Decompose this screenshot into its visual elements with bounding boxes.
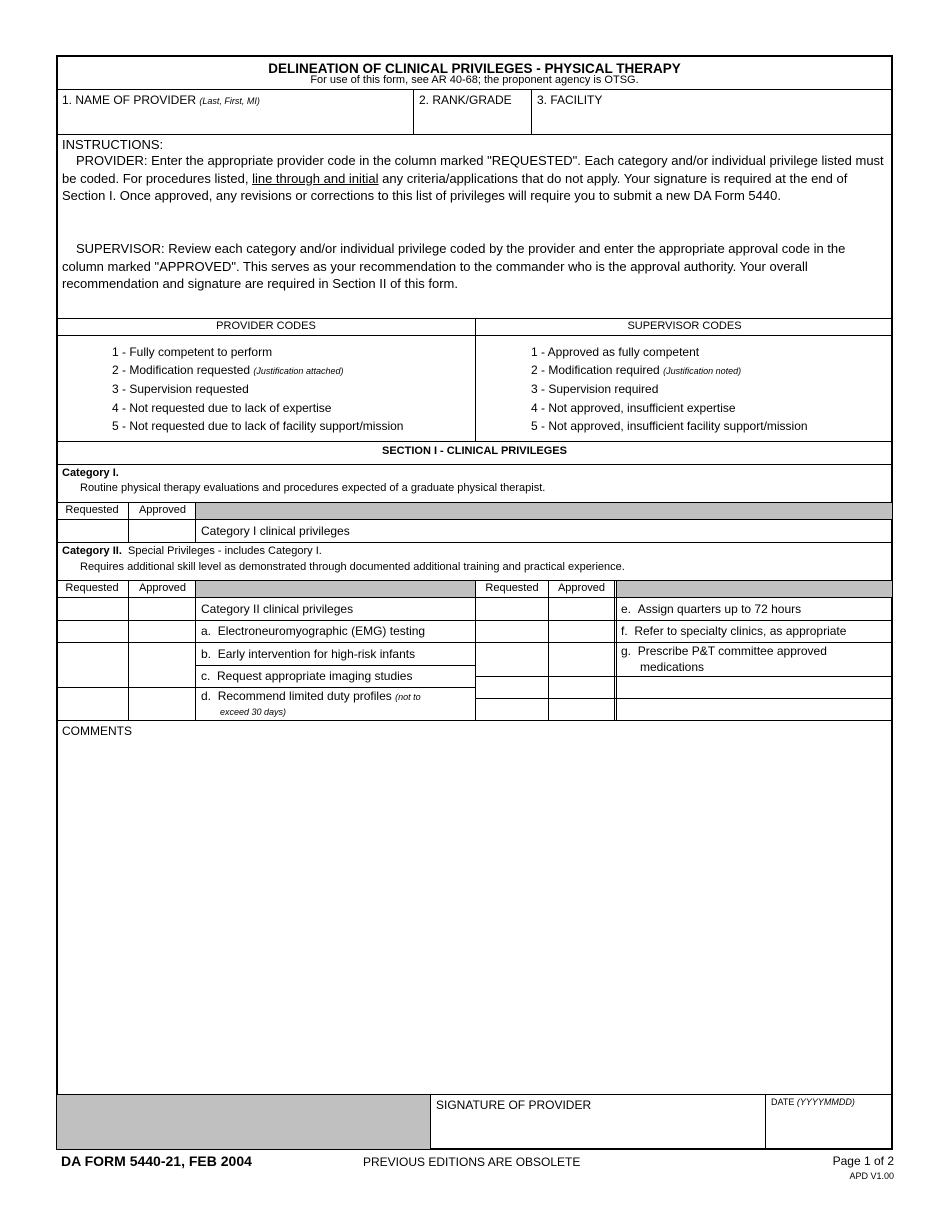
privilege-g-line2: medications — [640, 660, 705, 674]
privilege-f: f. Refer to specialty clinics, as appropriate — [621, 624, 847, 638]
privilege-d: d. Recommend limited duty profiles (not to — [201, 689, 421, 703]
category-2-description: Requires additional skill level as demonstrated through documented additional training and practical experience. — [80, 561, 625, 573]
privilege-d-approved-input[interactable] — [130, 689, 193, 718]
requested-header: Requested — [65, 582, 119, 594]
approved-header: Approved — [138, 582, 187, 594]
date-label: DATE (YYYYMMDD) — [771, 1097, 855, 1107]
privilege-d-requested-input[interactable] — [58, 689, 126, 718]
privilege-f-requested-input[interactable] — [478, 622, 546, 640]
divider — [56, 89, 893, 90]
facility-field[interactable] — [533, 108, 889, 132]
gray-band — [196, 581, 475, 597]
cat2-row-label: Category II clinical privileges — [201, 602, 354, 616]
version-label: APD V1.00 — [849, 1171, 894, 1181]
privilege-e-approved-input[interactable] — [550, 599, 612, 618]
supervisor-instructions: SUPERVISOR: Review each category and/or individual privilege coded by the provider and enter the appropriate approval code in the column marked "APPROVED". This serves as your recommendation to the commander who is the approval authority. Your overall recommendation and signature are required in Section II of this form. — [62, 241, 846, 292]
privilege-f-approved-input[interactable] — [550, 622, 612, 640]
gray-band — [196, 503, 892, 519]
obsolete-notice: PREVIOUS EDITIONS ARE OBSOLETE — [363, 1155, 581, 1169]
cat2-requested-input[interactable] — [58, 599, 126, 618]
approved-header: Approved — [557, 582, 606, 594]
facility-label: 3. FACILITY — [537, 93, 603, 107]
gray-band — [616, 581, 892, 597]
supervisor-code-4: 4 - Not approved, insufficient expertise — [531, 401, 736, 415]
supervisor-code-2: 2 - Modification required (Justification noted) — [531, 363, 742, 377]
supervisor-code-1: 1 - Approved as fully competent — [531, 345, 700, 359]
supervisor-code-5: 5 - Not approved, insufficient facility support/mission — [531, 419, 808, 433]
section-1-heading: SECTION I - CLINICAL PRIVILEGES — [382, 445, 567, 457]
page-number: Page 1 of 2 — [832, 1154, 894, 1168]
signature-field[interactable] — [432, 1114, 763, 1148]
privilege-a: a. Electroneuromyographic (EMG) testing — [201, 624, 426, 638]
privilege-e-requested-input[interactable] — [478, 599, 546, 618]
provider-code-4: 4 - Not requested due to lack of expertise — [112, 401, 332, 415]
requested-header: Requested — [65, 504, 119, 516]
privilege-c: c. Request appropriate imaging studies — [201, 669, 413, 683]
form-title: DELINEATION OF CLINICAL PRIVILEGES - PHYSICAL THERAPY — [268, 61, 681, 76]
comments-field[interactable] — [58, 740, 891, 1092]
privilege-d-note: exceed 30 days) — [220, 707, 287, 717]
privilege-a-requested-input[interactable] — [58, 622, 126, 640]
privilege-g: g. Prescribe P&T committee approved — [621, 644, 827, 658]
rank-grade-label: 2. RANK/GRADE — [419, 93, 512, 107]
provider-code-2: 2 - Modification requested (Justification attached) — [112, 363, 344, 377]
comments-label: COMMENTS — [62, 724, 132, 738]
cat2-approved-input[interactable] — [130, 599, 193, 618]
privilege-g-approved-input[interactable] — [550, 644, 612, 674]
category-2-label: Category II. Special Privileges - includes Category I. — [62, 545, 322, 557]
supervisor-codes-heading: SUPERVISOR CODES — [627, 320, 742, 332]
provider-code-1: 1 - Fully competent to perform — [112, 345, 273, 359]
name-of-provider-label: 1. NAME OF PROVIDER (Last, First, MI) — [62, 93, 260, 107]
privilege-b-approved-input[interactable] — [130, 644, 193, 685]
privilege-g-requested-input[interactable] — [478, 644, 546, 674]
approved-header: Approved — [138, 504, 187, 516]
cat1-approved-input[interactable] — [130, 521, 193, 540]
instructions-heading: INSTRUCTIONS: — [62, 137, 164, 152]
category-1-label: Category I. — [62, 467, 119, 479]
privilege-a-approved-input[interactable] — [130, 622, 193, 640]
form-subtitle: For use of this form, see AR 40-68; the proponent agency is OTSG. — [310, 74, 639, 86]
form-number: DA FORM 5440-21, FEB 2004 — [61, 1153, 252, 1169]
provider-code-3: 3 - Supervision requested — [112, 382, 249, 396]
provider-instructions: PROVIDER: Enter the appropriate provider code in the column marked "REQUESTED". Each category and/or individual privilege listed must be coded. For procedures listed, line through and initial any criteria/applications that do not apply. Your signature is required at the end of Section I. Once approved, any revisions or corrections to this list of privileges will require you to submit a new DA Form 5440. — [62, 153, 884, 204]
cat1-requested-input[interactable] — [58, 521, 126, 540]
gray-block — [57, 1095, 430, 1149]
privilege-e: e. Assign quarters up to 72 hours — [621, 602, 802, 616]
signature-label: SIGNATURE OF PROVIDER — [436, 1098, 592, 1112]
provider-codes-heading: PROVIDER CODES — [216, 320, 316, 332]
date-field[interactable] — [767, 1112, 891, 1148]
cat1-row-label: Category I clinical privileges — [201, 524, 350, 538]
privilege-b: b. Early intervention for high-risk infants — [201, 647, 416, 661]
name-of-provider-field[interactable] — [58, 108, 412, 132]
category-1-description: Routine physical therapy evaluations and procedures expected of a graduate physical therapist. — [80, 482, 546, 494]
privilege-b-requested-input[interactable] — [58, 644, 126, 685]
supervisor-code-3: 3 - Supervision required — [531, 382, 659, 396]
provider-code-5: 5 - Not requested due to lack of facility support/mission — [112, 419, 404, 433]
rank-grade-field[interactable] — [415, 108, 529, 132]
requested-header: Requested — [485, 582, 539, 594]
